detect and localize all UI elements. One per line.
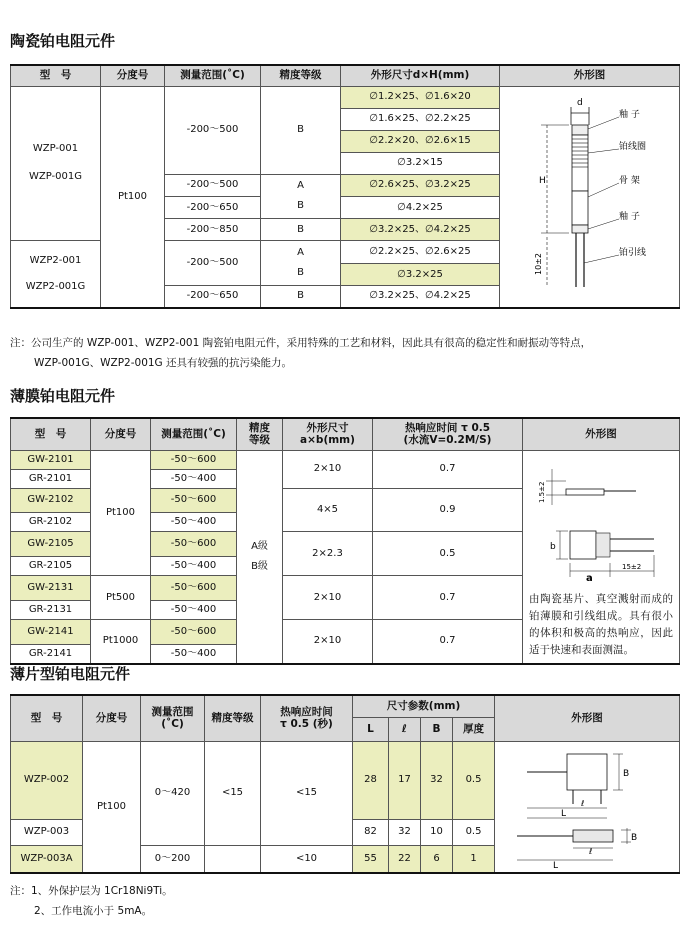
accuracy-cell: [261, 241, 341, 286]
range-cell: -50～600: [151, 488, 237, 513]
header-model: 型 号: [11, 418, 91, 450]
label-lead-length: 15±2: [622, 562, 642, 571]
response-cell: <10: [261, 846, 353, 873]
model-cell: GW-2141: [11, 620, 91, 645]
header-accuracy: 精度等级: [205, 695, 261, 741]
accuracy-cell: <15: [205, 741, 261, 846]
section-title-chip: 薄片型铂电阻元件: [10, 665, 131, 683]
model-wzp2001g: WZP2-001G: [25, 280, 86, 292]
model-cell: GW-2101: [11, 450, 91, 469]
section-title-thinfilm: 薄膜铂电阻元件: [10, 387, 116, 405]
accuracy-cell: B: [261, 219, 341, 241]
range-cell: -200～850: [165, 219, 261, 241]
header-l: ℓ: [389, 717, 421, 741]
label-d: d: [576, 97, 583, 108]
accuracy-a: A: [297, 247, 304, 259]
model-cell: WZP-003: [11, 819, 83, 846]
label-B-bottom: B: [631, 832, 638, 843]
response-cell: 0.5: [373, 532, 523, 576]
header-B: B: [421, 717, 453, 741]
model-cell-wzp2001: [11, 241, 101, 308]
L-cell: 82: [353, 819, 389, 846]
ceramic-element-diagram: [501, 87, 679, 307]
dimension-cell: ∅3.2×25: [341, 264, 500, 286]
dimension-cell: 4×5: [283, 488, 373, 532]
label-lead-length: 10±2: [533, 252, 543, 275]
label-glaze-bottom: 釉 子: [618, 211, 640, 222]
label-L-top: L: [561, 808, 567, 819]
accuracy-cell: B: [261, 86, 341, 174]
label-b: b: [550, 541, 556, 552]
accuracy-cell: [237, 450, 283, 664]
dimension-cell: 2×10: [283, 576, 373, 620]
grade-pt100: Pt100: [101, 86, 165, 308]
header-model: 型 号: [11, 695, 83, 741]
response-cell: 0.7: [373, 450, 523, 488]
label-a: a: [586, 572, 593, 584]
L-cell: 55: [353, 846, 389, 873]
header-dimension-line1: 外形尺寸: [306, 421, 349, 434]
model-cell: GR-2101: [11, 469, 91, 488]
dimension-cell: ∅1.2×25、∅1.6×20: [341, 86, 500, 108]
B-cell: 32: [421, 741, 453, 819]
thinfilm-figure-cell: [523, 450, 680, 664]
grade-pt100: Pt100: [91, 450, 151, 576]
ceramic-note-line1: 注：公司生产的 WZP-001、WZP2-001 陶瓷铂电阻元件，采用特殊的工艺和材料，因此具有很高的稳定性和耐振动等特点，: [10, 337, 592, 349]
label-frame: 骨 架: [618, 175, 640, 186]
label-lead-wire: 铂引线: [618, 247, 646, 258]
chip-note-2: 2、工作电流小于 5mA。: [34, 905, 153, 917]
chip-figure-cell: [495, 741, 680, 873]
label-glaze-top: 釉 子: [618, 109, 640, 120]
l-cell: 32: [389, 819, 421, 846]
header-range-line2: (˚C): [161, 718, 184, 731]
header-accuracy-line1: 精度: [249, 421, 270, 434]
model-cell: GW-2131: [11, 576, 91, 601]
range-cell: -200～500: [165, 174, 261, 197]
header-dimensions: 尺寸参数(mm): [353, 695, 495, 717]
model-cell: GR-2131: [11, 601, 91, 620]
dimension-cell: ∅1.6×25、∅2.2×25: [341, 108, 500, 130]
range-cell: -50～600: [151, 532, 237, 557]
header-range: [141, 695, 205, 741]
label-L-bottom: L: [553, 860, 559, 871]
model-wzp001g: WZP-001G: [29, 171, 82, 183]
accuracy-cell-empty: [205, 846, 261, 873]
header-response-line1: 热响应时间 τ 0.5: [404, 421, 491, 434]
response-cell: 0.7: [373, 620, 523, 664]
accuracy-a: A: [297, 180, 304, 192]
l-cell: 17: [389, 741, 421, 819]
header-response-line2: τ 0.5 (秒): [280, 718, 333, 731]
range-cell: -50～600: [151, 450, 237, 469]
header-range-line1: 测量范围: [151, 705, 194, 718]
header-grade: 分度号: [101, 65, 165, 86]
thinfilm-description: 由陶瓷基片、真空溅射而成的铂薄膜和引线组成。具有很小的体积和极高的热响应，因此适于快速和表面测温。: [529, 592, 673, 656]
dimension-cell: ∅3.2×15: [341, 152, 500, 174]
ceramic-figure-cell: [500, 86, 680, 308]
dimension-cell: ∅3.2×25、∅4.2×25: [341, 286, 500, 308]
grade-pt1000: Pt1000: [91, 620, 151, 664]
ceramic-table: [10, 64, 680, 309]
response-cell: <15: [261, 741, 353, 846]
header-accuracy: 精度等级: [261, 65, 341, 86]
header-accuracy: [237, 418, 283, 450]
range-cell: -50～400: [151, 469, 237, 488]
header-figure: 外形图: [500, 65, 680, 86]
section-title-ceramic: 陶瓷铂电阻元件: [10, 32, 116, 50]
model-cell: GW-2102: [11, 488, 91, 513]
model-wzp2001: WZP2-001: [29, 254, 82, 266]
thickness-cell: 0.5: [453, 819, 495, 846]
header-dimension-line2: a×b(mm): [300, 434, 355, 447]
label-l-top: ℓ: [581, 798, 585, 808]
L-cell: 28: [353, 741, 389, 819]
model-cell: WZP-003A: [11, 846, 83, 873]
grade-pt100: Pt100: [83, 741, 141, 873]
range-cell: -50～400: [151, 557, 237, 576]
model-cell: GR-2141: [11, 645, 91, 664]
header-model: 型 号: [11, 65, 101, 86]
label-l-bottom: ℓ: [589, 846, 593, 856]
header-figure: 外形图: [495, 695, 680, 741]
range-cell: -50～400: [151, 601, 237, 620]
header-range: 测量范围(˚C): [151, 418, 237, 450]
header-dimension: 外形尺寸d×H(mm): [341, 65, 500, 86]
chip-table: [10, 694, 680, 874]
model-wzp001: WZP-001: [32, 143, 79, 155]
header-response: [373, 418, 523, 450]
thickness-cell: 0.5: [453, 741, 495, 819]
model-cell: WZP-002: [11, 741, 83, 819]
header-L: L: [353, 717, 389, 741]
label-coil: 铂线圈: [618, 141, 646, 152]
range-cell: -200～650: [165, 197, 261, 219]
dimension-cell: ∅4.2×25: [341, 197, 500, 219]
accuracy-cell: B: [261, 286, 341, 308]
header-response-line1: 热响应时间: [280, 705, 333, 718]
l-cell: 22: [389, 846, 421, 873]
header-accuracy-line2: 等级: [249, 434, 270, 447]
header-dimension: [283, 418, 373, 450]
chip-note-1: 注：1、外保护层为 1Cr18Ni9Ti。: [10, 885, 173, 897]
dimension-cell: 2×10: [283, 620, 373, 664]
dimension-cell: ∅2.6×25、∅3.2×25: [341, 174, 500, 197]
range-cell: -50～600: [151, 576, 237, 601]
model-cell: GR-2102: [11, 513, 91, 532]
range-cell: -200～500: [165, 241, 261, 286]
thinfilm-table: [10, 417, 680, 665]
header-grade: 分度号: [83, 695, 141, 741]
B-cell: 10: [421, 819, 453, 846]
ceramic-note-line2: WZP-001G、WZP2-001G 还具有较强的抗污染能力。: [34, 357, 293, 369]
label-B-top: B: [623, 768, 630, 779]
range-cell: -200～650: [165, 286, 261, 308]
accuracy-b: B: [297, 267, 304, 279]
header-grade: 分度号: [91, 418, 151, 450]
header-figure: 外形图: [523, 418, 680, 450]
model-cell-wzp001: [11, 86, 101, 241]
range-cell: 0～420: [141, 741, 205, 846]
dimension-cell: ∅2.2×20、∅2.6×15: [341, 130, 500, 152]
model-cell: GR-2105: [11, 557, 91, 576]
range-cell: -200～500: [165, 86, 261, 174]
grade-pt500: Pt500: [91, 576, 151, 620]
accuracy-b: B: [297, 200, 304, 212]
label-thickness: 1.5±2: [538, 481, 546, 503]
chip-element-diagram: [497, 742, 677, 872]
response-cell: 0.9: [373, 488, 523, 532]
thickness-cell: 1: [453, 846, 495, 873]
range-cell: -50～400: [151, 513, 237, 532]
thinfilm-element-diagram: [526, 459, 676, 587]
accuracy-cell: [261, 174, 341, 219]
header-thickness: 厚度: [453, 717, 495, 741]
accuracy-b: B级: [251, 560, 268, 572]
label-h: H: [538, 175, 546, 186]
dimension-cell: ∅2.2×25、∅2.6×25: [341, 241, 500, 264]
header-response: [261, 695, 353, 741]
accuracy-a: A级: [251, 540, 268, 552]
header-range: 测量范围(˚C): [165, 65, 261, 86]
dimension-cell: ∅3.2×25、∅4.2×25: [341, 219, 500, 241]
dimension-cell: 2×2.3: [283, 532, 373, 576]
model-cell: GW-2105: [11, 532, 91, 557]
range-cell: -50～400: [151, 645, 237, 664]
dimension-cell: 2×10: [283, 450, 373, 488]
range-cell: 0～200: [141, 846, 205, 873]
header-response-line2: (水流V=0.2M/S): [403, 434, 492, 447]
response-cell: 0.7: [373, 576, 523, 620]
range-cell: -50～600: [151, 620, 237, 645]
B-cell: 6: [421, 846, 453, 873]
